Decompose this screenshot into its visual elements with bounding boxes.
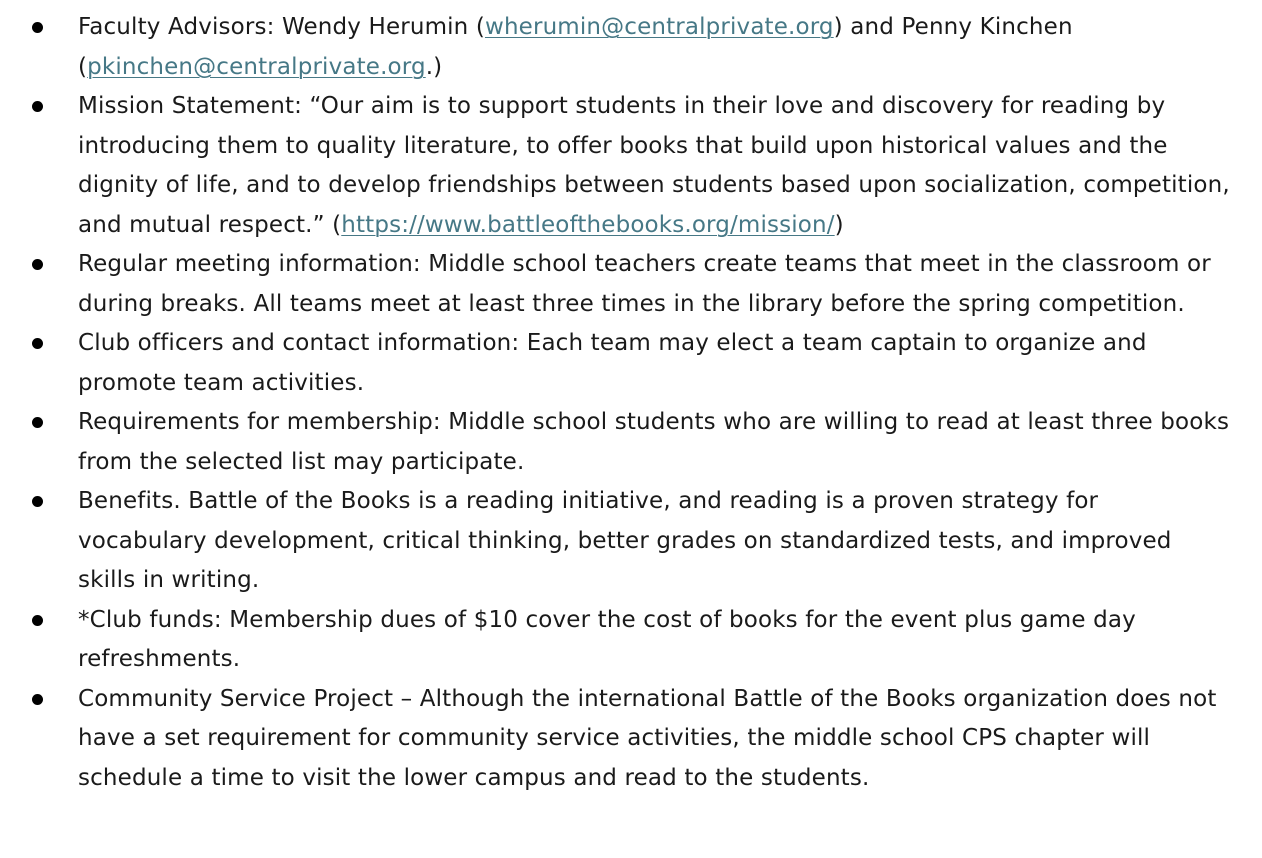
bullet-icon <box>32 694 43 705</box>
item-text: Club officers and contact information: Each team may elect a team captain to organize and promote team activities. <box>78 330 1147 396</box>
item-text: .) <box>425 53 443 80</box>
item-text: *Club funds: Membership dues of $10 cover the cost of books for the event plus game day refreshments. <box>78 606 1136 672</box>
list-item-club-funds <box>0 601 1262 680</box>
list-item-community-service <box>0 680 1262 799</box>
bullet-icon <box>32 417 43 428</box>
list-item-membership-requirements <box>0 403 1262 482</box>
item-text: Faculty Advisors: Wendy Herumin ( <box>78 14 485 40</box>
item-text: Community Service Project – Although the international Battle of the Books organization does not have a set requirement for community service activities, the middle school CPS chapter will schedule a time to visit the lower campus and read to the students. <box>78 685 1217 791</box>
bullet-icon <box>32 338 43 349</box>
email-link-pkinchen[interactable]: pkinchen@centralprivate.org <box>87 53 426 80</box>
bullet-icon <box>32 259 43 270</box>
email-link-wherumin[interactable]: wherumin@centralprivate.org <box>484 14 834 40</box>
bullet-icon <box>32 101 43 112</box>
bullet-icon <box>32 496 43 507</box>
item-text: Regular meeting information: Middle school teachers create teams that meet in the classroom or during breaks. All teams meet at least three times in the library before the spring competition. <box>78 251 1211 317</box>
item-text: Requirements for membership: Middle school students who are willing to read at least three books from the selected list may participate. <box>78 409 1230 475</box>
list-item-mission-statement <box>0 87 1262 245</box>
list-item-benefits <box>0 482 1262 601</box>
item-text: Mission Statement: “Our aim is to support students in their love and discovery for reading by introducing them to quality literature, to offer books that build upon historical values and the dignity of life, and to develop friendships between students based upon socialization, competition, and mutual respect.” ( <box>78 93 1230 238</box>
bullet-icon <box>32 22 43 33</box>
item-text: ) and Penny Kinchen ( <box>78 14 1073 80</box>
bullet-icon <box>32 615 43 626</box>
item-text: Benefits. Battle of the Books is a reading initiative, and reading is a proven strategy for vocabulary development, critical thinking, better grades on standardized tests, and improved skills in writing. <box>78 488 1172 593</box>
mission-url-link[interactable]: https://www.battleofthebooks.org/mission/ <box>341 211 835 238</box>
list-item-meeting-info <box>0 245 1262 324</box>
list-item-faculty-advisors <box>0 8 1262 87</box>
item-text: ) <box>834 211 844 238</box>
list-item-club-officers <box>0 324 1262 403</box>
